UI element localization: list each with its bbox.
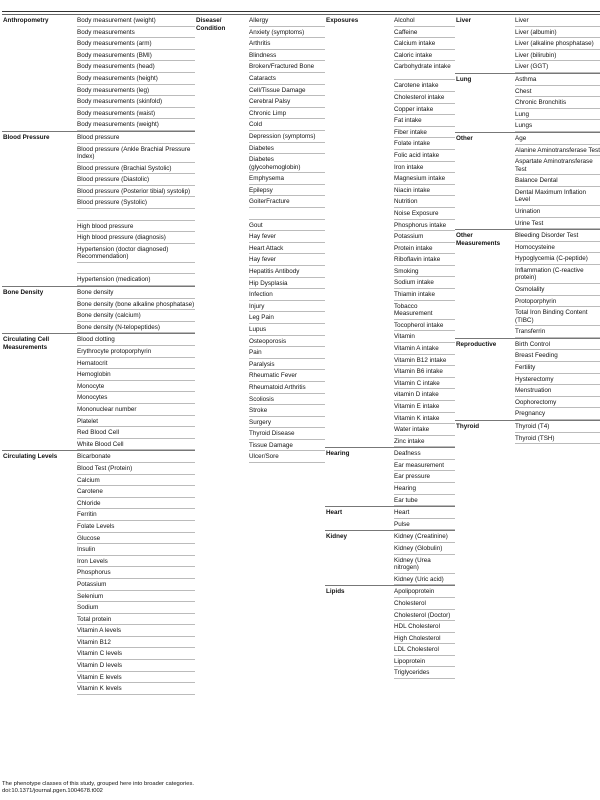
category-label: Heart (325, 506, 394, 530)
phenotype-item: Asthma (515, 74, 600, 86)
phenotype-item: Cataracts (249, 73, 325, 85)
phenotype-item: Cerebral Palsy (249, 96, 325, 108)
phenotype-list (77, 333, 195, 450)
phenotype-item: Folate intake (394, 138, 455, 150)
phenotype-item: Rheumatic Fever (249, 370, 325, 382)
phenotype-item: HDL Cholesterol (394, 621, 455, 633)
phenotype-item: Breast Feeding (515, 350, 600, 362)
phenotype-item: Ulcer/Sore (249, 451, 325, 463)
phenotype-item (77, 263, 195, 275)
phenotype-item: Lungs (515, 120, 600, 132)
phenotype-item: Osmolality (515, 284, 600, 296)
phenotype-item: Blood Test (Protein) (77, 463, 195, 475)
phenotype-item: Potassium (394, 231, 455, 243)
phenotype-item: Cholesterol (Doctor) (394, 610, 455, 622)
phenotype-item: Aspartate Aminotransferase Test (515, 156, 600, 175)
phenotype-item: Ear measurement (394, 460, 455, 472)
phenotype-item: Magnesium intake (394, 173, 455, 185)
phenotype-item: Surgery (249, 417, 325, 429)
phenotype-item: Caffeine (394, 27, 455, 39)
phenotype-item: Thyroid (T4) (515, 421, 600, 433)
category-group (455, 73, 600, 132)
phenotype-item: Iron Levels (77, 556, 195, 568)
phenotype-item: Balance Dental (515, 175, 600, 187)
phenotype-item: Liver (515, 15, 600, 27)
phenotype-item: Pain (249, 347, 325, 359)
phenotype-list (249, 15, 325, 463)
phenotype-item: Red Blood Cell (77, 427, 195, 439)
phenotype-item: Fat intake (394, 115, 455, 127)
phenotype-list (515, 338, 600, 420)
phenotype-item: Monocytes (77, 392, 195, 404)
phenotype-item: Tobacco Measurement (394, 301, 455, 320)
phenotype-item: Body measurements (77, 27, 195, 39)
phenotype-item: Vitamin (394, 331, 455, 343)
phenotype-item: Blood pressure (Brachial Systolic) (77, 163, 195, 175)
phenotype-item: Bicarbonate (77, 451, 195, 463)
phenotype-item: Iron intake (394, 162, 455, 174)
phenotype-item: Vitamin E levels (77, 672, 195, 684)
phenotype-item: Carotene intake (394, 80, 455, 92)
phenotype-item: Body measurement (weight) (77, 15, 195, 27)
category-group (325, 530, 455, 585)
phenotype-list (515, 132, 600, 229)
phenotype-item: Lupus (249, 324, 325, 336)
table-columns (2, 15, 600, 695)
table-column (325, 15, 455, 695)
phenotype-item: Hemoglobin (77, 369, 195, 381)
phenotype-list (394, 585, 455, 679)
phenotype-item: Selenium (77, 591, 195, 603)
phenotype-item: Calcium intake (394, 38, 455, 50)
phenotype-list (394, 506, 455, 530)
phenotype-item: Vitamin K levels (77, 683, 195, 695)
phenotype-item: Gout (249, 220, 325, 232)
phenotype-item: Folic acid intake (394, 150, 455, 162)
phenotype-item: Hay fever (249, 254, 325, 266)
phenotype-item: Heart (394, 507, 455, 519)
phenotype-list (77, 131, 195, 286)
phenotype-item: GoiterFracture (249, 196, 325, 208)
phenotype-item: Bone density (77, 287, 195, 299)
phenotype-item: Hematocrit (77, 358, 195, 370)
phenotype-item: Urination (515, 206, 600, 218)
phenotype-list (515, 420, 600, 444)
phenotype-item: Depression (symptoms) (249, 131, 325, 143)
phenotype-item: Chest (515, 86, 600, 98)
phenotype-item: Chronic Limp (249, 108, 325, 120)
phenotype-item: Body measurements (waist) (77, 108, 195, 120)
phenotype-item: Cell/Tissue Damage (249, 85, 325, 97)
phenotype-list (394, 15, 455, 447)
phenotype-item: Folate Levels (77, 521, 195, 533)
phenotype-item: Vitamin C intake (394, 378, 455, 390)
phenotype-item: Scoliosis (249, 394, 325, 406)
phenotype-item: Ear pressure (394, 471, 455, 483)
phenotype-item: Leg Pain (249, 312, 325, 324)
phenotype-item: Pregnancy (515, 408, 600, 420)
phenotype-item: Vitamin C levels (77, 648, 195, 660)
phenotype-item: Copper intake (394, 104, 455, 116)
category-group (2, 15, 195, 131)
category-group (325, 585, 455, 679)
phenotype-item: Zinc intake (394, 436, 455, 448)
category-group (2, 450, 195, 694)
phenotype-item: LDL Cholesterol (394, 644, 455, 656)
phenotype-item: Platelet (77, 416, 195, 428)
phenotype-list (394, 530, 455, 585)
phenotype-item: Monocyte (77, 381, 195, 393)
phenotype-item: Vitamin E intake (394, 401, 455, 413)
category-label: Other (455, 132, 515, 229)
category-label: Circulating Cell Measurements (2, 333, 77, 450)
phenotype-item: Alcohol (394, 15, 455, 27)
footnote-doi: doi:10.1371/journal.pgen.1004678.t002 (2, 788, 103, 795)
phenotype-item: Hepatitis Antibody (249, 266, 325, 278)
phenotype-item: Bleeding Disorder Test (515, 230, 600, 242)
phenotype-item: Rheumatoid Arthritis (249, 382, 325, 394)
category-label: Exposures (326, 17, 359, 24)
category-group (325, 506, 455, 530)
category-group (325, 15, 455, 447)
phenotype-item: Blindness (249, 50, 325, 62)
phenotype-item: Carotene (77, 486, 195, 498)
category-label: Lipids (325, 585, 394, 679)
phenotype-item: Osteoporosis (249, 336, 325, 348)
phenotype-item: High Cholesterol (394, 633, 455, 645)
phenotype-item: Body measurements (arm) (77, 38, 195, 50)
phenotype-item: Anxiety (symptoms) (249, 27, 325, 39)
category-label: Lung (455, 73, 515, 132)
phenotype-item: Hypertension (medication) (77, 274, 195, 286)
phenotype-item: Vitamin A levels (77, 625, 195, 637)
phenotype-item: Body measurements (BMI) (77, 50, 195, 62)
phenotype-item: Tocopherol intake (394, 320, 455, 332)
phenotype-item: Thiamin intake (394, 289, 455, 301)
phenotype-item (249, 208, 325, 220)
phenotype-item: Stroke (249, 405, 325, 417)
phenotype-item: Ferritin (77, 509, 195, 521)
phenotype-item: Heart Attack (249, 243, 325, 255)
phenotype-item: Blood pressure (Posterior tibial) systolip) (77, 186, 195, 198)
category-label: Liver (456, 17, 472, 24)
phenotype-item: Menstruation (515, 385, 600, 397)
phenotype-item: vitamin D intake (394, 389, 455, 401)
phenotype-item: Triglycerides (394, 667, 455, 679)
phenotype-item: Body measurements (weight) (77, 119, 195, 131)
phenotype-item: Urine Test (515, 218, 600, 230)
phenotype-item: Epilepsy (249, 185, 325, 197)
category-group (455, 15, 600, 73)
table-column (455, 15, 600, 695)
phenotype-item: White Blood Cell (77, 439, 195, 451)
phenotype-item: Hypoglycemia (C-peptide) (515, 253, 600, 265)
phenotype-item: Insulin (77, 544, 195, 556)
phenotype-item: Hip Dysplasia (249, 278, 325, 290)
phenotype-item: Bone density (calcium) (77, 310, 195, 322)
phenotype-item: Lung (515, 109, 600, 121)
phenotype-item: Kidney (Uric acid) (394, 574, 455, 586)
phenotype-item: Bone density (N-telopeptides) (77, 322, 195, 334)
phenotype-item: Broken/Fractured Bone (249, 61, 325, 73)
phenotype-item: Potassium (77, 579, 195, 591)
phenotype-item: Hysterectomy (515, 374, 600, 386)
phenotype-item: Body measurements (height) (77, 73, 195, 85)
phenotype-item: Hearing (394, 483, 455, 495)
phenotype-item: Transferrin (515, 326, 600, 338)
phenotype-item: Ear tube (394, 495, 455, 507)
phenotype-item: Water intake (394, 424, 455, 436)
phenotype-item: Glucose (77, 533, 195, 545)
phenotype-item: Chloride (77, 498, 195, 510)
category-group (455, 229, 600, 338)
phenotype-item: Liver (GGT) (515, 61, 600, 73)
phenotype-item: Vitamin D levels (77, 660, 195, 672)
phenotype-item (77, 209, 195, 221)
phenotype-item: Birth Control (515, 339, 600, 351)
phenotype-list (515, 229, 600, 338)
phenotype-item: Total Iron Binding Content (TIBC) (515, 307, 600, 326)
phenotype-item: Kidney (Globulin) (394, 543, 455, 555)
phenotype-item: Lipoprotein (394, 656, 455, 668)
phenotype-item: Arthritis (249, 38, 325, 50)
phenotype-item: Body measurements (skinfold) (77, 96, 195, 108)
phenotype-list (77, 15, 195, 131)
category-group (455, 420, 600, 444)
phenotype-item: Kidney (Creatinine) (394, 531, 455, 543)
phenotype-item: Homocysteine (515, 242, 600, 254)
phenotype-item: Nutrition (394, 196, 455, 208)
phenotype-item: Hay fever (249, 231, 325, 243)
phenotype-item: Emphysema (249, 173, 325, 185)
phenotype-item: Sodium (77, 602, 195, 614)
phenotype-item: Calcium (77, 475, 195, 487)
footnote-caption: The phenotype classes of this study, grouped here into broader categories. (2, 781, 194, 787)
category-label: Blood Pressure (2, 131, 77, 286)
phenotype-item: Alanine Aminotransferase Test (515, 145, 600, 157)
phenotype-item: Paralysis (249, 359, 325, 371)
phenotype-item: Injury (249, 301, 325, 313)
phenotype-item: Vitamin B12 (77, 637, 195, 649)
phenotype-item: Body measurements (head) (77, 61, 195, 73)
category-label: Thyroid (455, 420, 515, 444)
category-group (455, 132, 600, 229)
phenotype-item: Chronic Bronchitis (515, 97, 600, 109)
phenotype-item: Bone density (bone alkaline phosphatase) (77, 299, 195, 311)
phenotype-item: Liver (bilirubin) (515, 50, 600, 62)
phenotype-item: Infection (249, 289, 325, 301)
phenotype-item: Allergy (249, 15, 325, 27)
phenotype-item: Fertility (515, 362, 600, 374)
category-label: Disease/ Condition (196, 17, 226, 32)
phenotype-item: Pulse (394, 519, 455, 531)
category-group (2, 131, 195, 286)
phenotype-item: Cold (249, 119, 325, 131)
phenotype-item: Vitamin A intake (394, 343, 455, 355)
phenotype-item: Kidney (Urea nitrogen) (394, 555, 455, 574)
category-label: Bone Density (2, 286, 77, 333)
phenotype-item: Total protein (77, 614, 195, 626)
phenotype-item: Vitamin K intake (394, 413, 455, 425)
phenotype-item: Riboflavin intake (394, 254, 455, 266)
phenotype-item: Liver (albumin) (515, 27, 600, 39)
phenotype-item: Body measurements (leg) (77, 85, 195, 97)
phenotype-item: Deafness (394, 448, 455, 460)
category-group (2, 286, 195, 333)
category-label: Circulating Levels (2, 450, 77, 694)
phenotype-item: Dental Maximum Inflation Level (515, 187, 600, 206)
phenotype-item: Protein intake (394, 243, 455, 255)
phenotype-item: Carbohydrate intake (394, 61, 455, 80)
phenotype-table (2, 11, 600, 695)
phenotype-item: Vitamin B6 intake (394, 366, 455, 378)
phenotype-item: High blood pressure (77, 221, 195, 233)
category-label: Hearing (325, 447, 394, 506)
phenotype-item: Blood pressure (Systolic) (77, 197, 195, 209)
phenotype-item: Diabetes (glycohemoglobin) (249, 154, 325, 173)
phenotype-item: Smoking (394, 266, 455, 278)
phenotype-item: Mononuclear number (77, 404, 195, 416)
phenotype-item: Fiber intake (394, 127, 455, 139)
table-column (195, 15, 325, 695)
phenotype-item: Caloric intake (394, 50, 455, 62)
phenotype-item: Age (515, 133, 600, 145)
phenotype-item: Hypertension (doctor diagnosed) Recommendation) (77, 244, 195, 263)
phenotype-list (515, 73, 600, 132)
category-group (455, 338, 600, 420)
phenotype-item: Oophorectomy (515, 397, 600, 409)
phenotype-item: Apolipoprotein (394, 586, 455, 598)
phenotype-item: Thyroid (TSH) (515, 433, 600, 445)
phenotype-item: Phosphorus intake (394, 220, 455, 232)
phenotype-item: Cholesterol intake (394, 92, 455, 104)
phenotype-item: Liver (alkaline phosphatase) (515, 38, 600, 50)
phenotype-item: Blood pressure (Ankle Brachial Pressure Index) (77, 144, 195, 163)
phenotype-item: Diabetes (249, 143, 325, 155)
table-footnote (2, 781, 194, 795)
phenotype-list (394, 447, 455, 506)
category-label: Reproductive (455, 338, 515, 420)
phenotype-item: Niacin intake (394, 185, 455, 197)
phenotype-item: Blood pressure (Diastolic) (77, 174, 195, 186)
phenotype-list (77, 450, 195, 694)
phenotype-item: Protoporphyrin (515, 296, 600, 308)
table-column (2, 15, 195, 695)
phenotype-item: Tissue Damage (249, 440, 325, 452)
phenotype-item: Cholesterol (394, 598, 455, 610)
phenotype-item: Blood clotting (77, 334, 195, 346)
phenotype-item: Vitamin B12 intake (394, 355, 455, 367)
phenotype-item: Blood pressure (77, 132, 195, 144)
phenotype-item: Phosphorus (77, 567, 195, 579)
phenotype-item: High blood pressure (diagnosis) (77, 232, 195, 244)
phenotype-list (77, 286, 195, 333)
category-group (195, 15, 325, 463)
category-group (325, 447, 455, 506)
phenotype-list (515, 15, 600, 73)
category-label: Anthropometry (3, 17, 49, 24)
phenotype-item: Noise Exposure (394, 208, 455, 220)
phenotype-item: Sodium intake (394, 277, 455, 289)
phenotype-item: Erythrocyte protoporphyrin (77, 346, 195, 358)
phenotype-item: Thyroid Disease (249, 428, 325, 440)
phenotype-item: Inflammation (C-reactive protein) (515, 265, 600, 284)
category-group (2, 333, 195, 450)
category-label: Other Measurements (455, 229, 515, 338)
category-label: Kidney (325, 530, 394, 585)
